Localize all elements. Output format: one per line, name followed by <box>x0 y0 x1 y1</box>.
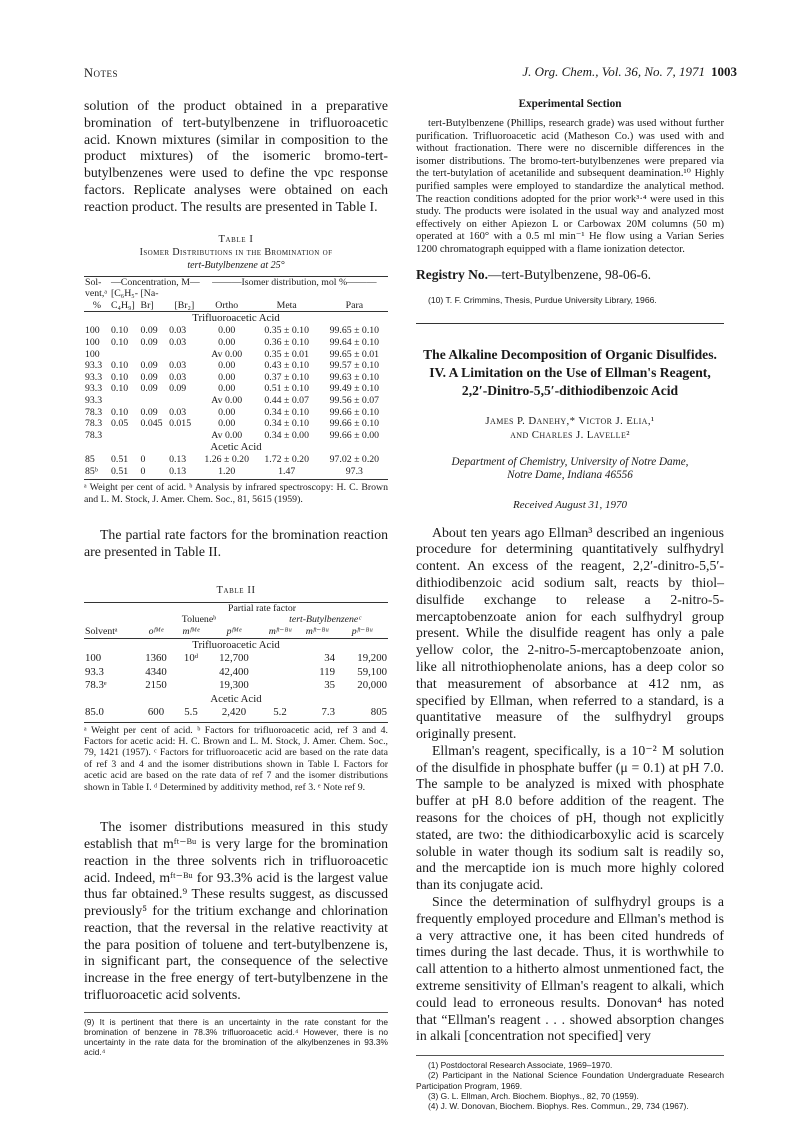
table-cell <box>140 349 169 361</box>
table-2-label: Table II <box>216 584 256 596</box>
table-cell: 99.57 ± 0.10 <box>329 360 380 372</box>
table-cell: 0.44 ± 0.07 <box>264 394 309 406</box>
received-date: Received August 31, 1970 <box>512 498 628 511</box>
table-1-head: vent,ᵃ <box>85 288 107 300</box>
table-1-footnote: ᵃ Weight per cent of acid. ᵇ Analysis by infrared spectroscopy: H. C. Brown and L. M. Stock, J. Amer. Chem. Soc., 81, 5615 (1959). <box>84 482 388 505</box>
table-cell <box>262 679 298 693</box>
table-cell: 1.20 <box>218 465 236 477</box>
paragraph-table2-intro: The partial rate factors for the bromination reaction are presented in Table II. <box>84 527 388 560</box>
table-cell: 1.26 ± 0.20 <box>204 454 249 466</box>
footnote: (3) G. L. Ellman, Arch. Biochem. Biophys., 82, 70 (1959). <box>428 1090 639 1101</box>
right-column <box>416 98 724 1111</box>
table-1-head: Ortho <box>215 299 239 311</box>
table-cell: 119 <box>319 665 335 678</box>
table-cell <box>110 395 140 407</box>
table-cell: 0.34 ± 0.10 <box>264 418 309 430</box>
table-1-head: [Na- <box>140 288 159 300</box>
table-cell: 99.49 ± 0.10 <box>329 383 380 395</box>
table-cell: 0.10 <box>111 371 129 383</box>
running-head-journal <box>522 64 737 80</box>
table-cell: 97.02 ± 0.20 <box>329 454 380 466</box>
table-cell: 0.35 ± 0.10 <box>264 325 309 337</box>
table-cell: 0.00 <box>218 383 236 395</box>
table-cell: 99.66 ± 0.00 <box>329 429 380 441</box>
table-2-span-head: Partial rate factor <box>228 602 296 614</box>
table-row <box>84 652 388 666</box>
table-2-head: Solventᵃ <box>85 626 118 638</box>
table-2-footnote: ᵃ Weight per cent of acid. ᵇ Factors for trifluoroacetic acid, ref 3 and 4. Factors for acetic acid: H. C. Brown and L. M. Stock, J. Amer. Chem. Soc., 79, 1421 (1957). ᶜ Factors for trifluoroacetic acid are based on the rate data of ref 3 and 4 and the isomer distributions shown in Table I. Factors for acetic acid are based on the rate data of ref 7 and the isomer distributions shown in Table I. ᵈ Determined by additivity method, ref 3. ᵉ Note ref 9. <box>84 724 388 793</box>
table-cell: 0.10 <box>111 383 129 395</box>
table-cell <box>176 679 206 693</box>
table-cell: 85ᵇ <box>85 465 98 477</box>
table-cell: 0.00 <box>218 418 236 430</box>
table-1-head: Sol- <box>85 276 102 288</box>
table-1-head: Meta <box>276 299 297 311</box>
table-cell: 0.03 <box>169 336 187 348</box>
table-cell: 78.3ᵉ <box>85 679 107 692</box>
table-cell: 35 <box>324 679 335 692</box>
table-cell: 93.3 <box>85 394 103 406</box>
table-cell: 97.3 <box>345 465 363 477</box>
table-cell <box>262 652 298 666</box>
footnote: (1) Postdoctoral Research Associate, 1969–1970. <box>428 1060 613 1071</box>
table-cell: 0.34 ± 0.00 <box>264 429 309 441</box>
table-cell: Av 0.00 <box>211 429 243 441</box>
authors <box>416 414 724 442</box>
table-1 <box>84 234 388 506</box>
table-cell: 600 <box>147 706 165 719</box>
table-2-head: pᶠᴹᵉ <box>226 626 242 638</box>
table-cell: 0.09 <box>140 406 158 418</box>
registry-line <box>416 267 724 283</box>
table-row <box>84 360 388 372</box>
authors-line-1: James P. Danehy,* Victor J. Elia,¹ <box>485 414 655 427</box>
table-2-span-head: tert-Butylbenzeneᶜ <box>289 614 361 626</box>
table-cell: 100 <box>85 336 100 348</box>
registry-label: Registry No. <box>416 266 488 282</box>
table-1-head: C₄H₉] <box>111 299 135 311</box>
table-cell: 12,700 <box>219 652 249 665</box>
table-cell: 0.03 <box>169 325 187 337</box>
table-2-grid <box>84 602 388 720</box>
table-cell <box>176 666 206 680</box>
table-2-head: mᶠᴹᵉ <box>182 626 200 638</box>
table-cell: 0.35 ± 0.01 <box>264 348 309 360</box>
table-cell: 93.3 <box>85 360 103 372</box>
table-cell: 2,420 <box>221 706 247 719</box>
footnote-9: (9) It is pertinent that there is an uncertainty in the rate constant for the bromination of benzene in 78.3% trifluoroacetic acid.⁴ However, there is no uncertainty in the rate data for the bromination of the alkylbenzenes in 93.3% acid.⁴ <box>84 1016 388 1058</box>
table-cell: 19,300 <box>219 679 249 692</box>
table-cell: 0.00 <box>218 360 236 372</box>
table-cell: 0.51 ± 0.10 <box>264 383 309 395</box>
table-cell <box>140 395 169 407</box>
table-cell: 805 <box>370 706 387 719</box>
table-cell: 0.37 ± 0.10 <box>264 371 309 383</box>
table-2-span-head: Tolueneᵇ <box>181 614 217 626</box>
table-cell <box>110 430 140 442</box>
table-2-head: mᶠᵗ⁻ᴮᵘ <box>305 626 329 638</box>
table-cell: 99.56 ± 0.07 <box>329 394 380 406</box>
table-1-label: Table I <box>218 233 254 245</box>
experimental-text: tert-Butylbenzene (Phillips, research grade) was used without further purification. Trifluoroacetic acid (Matheson Co.) was used with and without fractionation. There were no discernible differences in the isomer distributions. The bromo-tert-butylbenzenes were prepared via the tert-butylation of acetanilide and subsequent deamination.¹⁰ Highly purified samples were employed to standardize the analytical method. The reaction conditions adopted for the prior work³·⁴ were used in this study. The products were isolated in the usual way and analyzed most effectively on either Apiezon L or Carbowax 20M columns (50 m) operated at 160° with a 0.5 ml min⁻¹ He flow using a Varian Series 1200 chromatograph equipped with a flame ionization detector. <box>416 118 724 255</box>
table-cell: 20,000 <box>357 679 387 692</box>
table-cell: 0.13 <box>169 454 187 466</box>
table-cell: 78.3 <box>85 418 103 430</box>
article-title: The Alkaline Decomposition of Organic Disulfides. IV. A Limitation on the Use of Ellman's Reagent, 2,2′-Dinitro-5,5′-dithiodibenzoic Acid <box>423 346 717 398</box>
table-1-head: —Concentration, M— <box>111 276 200 288</box>
table-row <box>84 454 388 466</box>
paragraph-discussion: The isomer distributions measured in this study establish that mᶠᵗ⁻ᴮᵘ is very large for the bromination reaction in the three solvents rich in trifluoroacetic acid. Indeed, mᶠᵗ⁻ᴮᵘ for 93.3% acid is the largest value thus far obtained.⁹ These results suggest, as discussed previously⁵ for the tritium exchange and chlorination reaction, that the reversal in the relative reactivity at the para position of toluene and tert-butylbenzene is, in significant part, the consequence of the selective increase in the free energy of tert-butylbenzene in the trifluoroacetic acid solvents. <box>84 819 388 1003</box>
table-cell: 0.09 <box>140 325 158 337</box>
table-row <box>84 706 388 720</box>
table-cell: 78.3 <box>85 429 103 441</box>
table-cell: 0.05 <box>111 418 129 430</box>
table-row <box>84 666 388 680</box>
table-cell: 0.045 <box>140 418 163 430</box>
table-cell: 0.09 <box>140 360 158 372</box>
table-cell: 1360 <box>145 652 167 665</box>
table-section-heading: Acetic Acid <box>210 692 262 705</box>
table-cell: 0.09 <box>140 371 158 383</box>
table-cell: 93.3 <box>85 383 103 395</box>
table-1-grid <box>84 276 388 478</box>
table-row <box>84 395 388 407</box>
table-row <box>84 325 388 337</box>
intro-paragraph: solution of the product obtained in a preparative bromination of tert-butylbenzene in trifluoroacetic acid. Known mixtures (similar in composition to the product mixtures) of the isomeric bromo-tert-butylbenzenes were used to define the vpc response factors. Replicate analyses were obtained on each reaction product. The results are presented in Table I. <box>84 98 388 214</box>
table-cell: 1.72 ± 0.20 <box>264 454 309 466</box>
authors-line-2: and Charles J. Lavelle² <box>510 428 630 441</box>
article-footnotes <box>416 1060 724 1111</box>
table-cell: 4340 <box>145 665 167 678</box>
table-cell: 10ᵈ <box>183 652 199 665</box>
table-cell: 0.10 <box>111 336 129 348</box>
table-cell: 2150 <box>145 679 167 692</box>
experimental-heading: Experimental Section <box>518 98 622 110</box>
article-paragraph-2: Ellman's reagent, specifically, is a 10⁻² M solution of the disulfide in phosphate buffer (μ = 0.1) at pH 7.0. The sample to be analyzed is mixed with phosphate buffer at pH 8.0 before addition of the reagent. The reasons for the choices of pH, though not explicitly stated, are two: the dithiodicarboxylic acid is scarcely soluble in water though its sodium salt is readily so, and the mercaptide ion is much more highly colored than its conjugate acid. <box>416 742 724 893</box>
table-cell <box>168 395 201 407</box>
table-cell: 0.00 <box>218 371 236 383</box>
table-cell <box>140 430 169 442</box>
table-cell: 7.3 <box>321 706 335 719</box>
footnote: (2) Participant in the National Science Foundation Undergraduate Research Participation Program, 1969. <box>416 1070 724 1091</box>
table-cell: 5.2 <box>273 706 287 719</box>
table-1-head: % <box>92 299 102 311</box>
table-cell: 59,100 <box>357 665 387 678</box>
table-cell: 0.00 <box>218 336 236 348</box>
table-cell <box>168 430 201 442</box>
table-2-head: oᶠᴹᵉ <box>148 626 164 638</box>
table-2 <box>84 585 388 793</box>
table-cell: 0 <box>140 465 146 477</box>
table-row <box>84 418 388 430</box>
table-1-title-line2: tert-Butylbenzene at 25° <box>187 259 285 271</box>
table-cell: 99.64 ± 0.10 <box>329 336 380 348</box>
table-cell: 93.3 <box>85 665 104 678</box>
table-cell: 99.66 ± 0.10 <box>329 418 380 430</box>
table-row <box>84 407 388 419</box>
table-cell: 0.13 <box>169 465 187 477</box>
left-column <box>84 98 388 1058</box>
table-row <box>84 349 388 361</box>
table-2-head: pᶠᵗ⁻ᴮᵘ <box>351 626 373 638</box>
table-cell: 100 <box>85 348 100 360</box>
table-row <box>84 679 388 693</box>
table-cell: 19,200 <box>357 652 387 665</box>
table-cell: 0.34 ± 0.10 <box>264 406 309 418</box>
table-1-head: Para <box>345 299 364 311</box>
table-1-head: [Br₂] <box>174 299 195 311</box>
table-cell: 100 <box>85 652 102 665</box>
article-paragraph-1: About ten years ago Ellman³ described an ingenious procedure for determining quantitatively sulfhydryl content. An excess of the reagent, 2,2′-dinitro-5,5′-dithiodibenzoic acid sodium salt, reacts by thiol–disulfide exchange to release a 2-nitro-5-mercaptobenzoate anion for each sulfhydryl group present. While the disulfide reagent has only a pale yellow color, the 2-nitro-5-mercaptobenzoate anion, like all nitrothiophenolate anions, has a deep color so that measurement of absorbance at 412 nm, as specified by Ellman, when referred to a standard, is a quantitative measure of the sulfhydryl groups originally present. <box>416 524 724 742</box>
table-cell: 0.09 <box>140 336 158 348</box>
table-row <box>84 372 388 384</box>
registry-value: —tert-Butylbenzene, 98-06-6. <box>487 266 652 282</box>
table-cell: 0 <box>140 454 146 466</box>
table-cell: 99.66 ± 0.10 <box>329 406 380 418</box>
affiliation <box>416 456 724 483</box>
table-section-heading: Trifluoroacetic Acid <box>192 312 280 325</box>
footnote: (4) J. W. Donovan, Biochem. Biophys. Res. Commun., 29, 734 (1967). <box>428 1101 689 1112</box>
table-1-head: [C₆H₅- <box>111 288 138 300</box>
table-cell: 0.00 <box>218 325 236 337</box>
table-cell: 78.3 <box>85 406 103 418</box>
table-cell: 34 <box>324 652 335 665</box>
affiliation-line-2: Notre Dame, Indiana 46556 <box>507 469 633 482</box>
table-cell: 0.10 <box>111 325 129 337</box>
table-section-heading: Acetic Acid <box>210 441 262 454</box>
table-cell: Av 0.00 <box>211 394 243 406</box>
table-cell <box>110 349 140 361</box>
table-row <box>84 383 388 395</box>
table-row <box>84 430 388 442</box>
table-cell: 99.65 ± 0.10 <box>329 325 380 337</box>
table-row <box>84 466 388 478</box>
table-cell: 0.10 <box>111 406 129 418</box>
table-cell: 0.51 <box>111 454 129 466</box>
table-1-head: ———Isomer distribution, mol %——— <box>212 276 377 288</box>
running-head-section: Notes <box>84 66 119 80</box>
table-cell: 85 <box>85 454 95 466</box>
table-cell: Av 0.00 <box>211 348 243 360</box>
table-cell: 0.03 <box>169 371 187 383</box>
table-cell: 100 <box>85 325 100 337</box>
table-cell: 0.015 <box>169 418 192 430</box>
reference-10: (10) T. F. Crimmins, Thesis, Purdue University Library, 1966. <box>428 294 657 305</box>
table-cell: 42,400 <box>219 665 249 678</box>
page-number: 1003 <box>711 64 737 79</box>
table-1-head: Br] <box>140 299 154 311</box>
table-cell: 1.47 <box>278 465 296 477</box>
table-cell: 5.5 <box>184 706 198 719</box>
table-cell: 0.00 <box>218 406 236 418</box>
table-cell <box>168 349 201 361</box>
table-2-head: mᶠᵗ⁻ᴮᵘ <box>268 626 292 638</box>
table-cell: 0.09 <box>140 383 158 395</box>
table-cell: 0.09 <box>169 383 187 395</box>
table-cell: 0.36 ± 0.10 <box>264 336 309 348</box>
table-cell: 85.0 <box>85 706 104 719</box>
table-cell: 93.3 <box>85 371 103 383</box>
table-cell: 0.10 <box>111 360 129 372</box>
table-cell: 0.03 <box>169 406 187 418</box>
article-paragraph-3: Since the determination of sulfhydryl groups is a frequently employed procedure and Ellman's method is a very attractive one, it has been cited hundreds of times during the last decade. Thus, it is worthwhile to call attention to a hitherto almost unmentioned fact, the extreme sensitivity of Ellman's reagent to alkali, which could lead to erroneous results. Donovan⁴ has noted that “Ellman's reagent . . . showed absorption changes in alkali [concentration not specified] very <box>416 894 724 1044</box>
table-1-title: Isomer Distributions in the Bromination of <box>139 246 333 258</box>
table-cell: 0.43 ± 0.10 <box>264 360 309 372</box>
table-cell: 99.65 ± 0.01 <box>329 348 380 360</box>
journal-citation: J. Org. Chem., Vol. 36, No. 7, 1971 <box>522 64 705 79</box>
table-cell: 0.51 <box>111 465 129 477</box>
affiliation-line-1: Department of Chemistry, University of Notre Dame, <box>451 455 689 468</box>
table-cell <box>262 666 298 680</box>
table-row <box>84 337 388 349</box>
table-cell: 0.03 <box>169 360 187 372</box>
table-section-heading: Trifluoroacetic Acid <box>192 638 280 651</box>
table-cell: 99.63 ± 0.10 <box>329 371 380 383</box>
